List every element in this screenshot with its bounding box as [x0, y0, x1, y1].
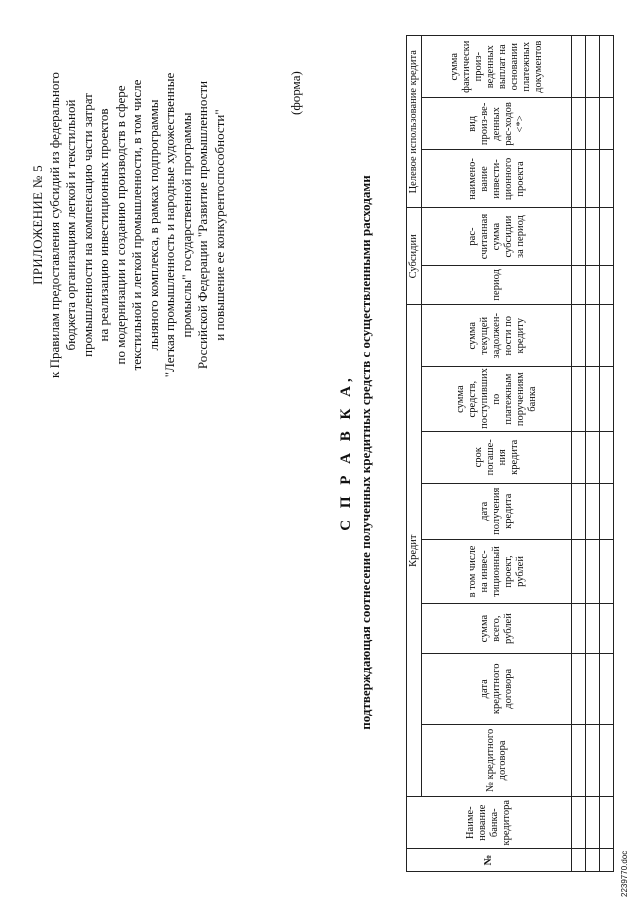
col-contract-date-header: дата кредитного договора: [422, 653, 572, 724]
table-cell: [586, 208, 600, 265]
table-subheader-row: [422, 36, 572, 872]
table-cell: [600, 797, 614, 849]
appendix-line: на реализацию инвестиционных проектов: [96, 108, 111, 342]
table-row: [586, 36, 600, 872]
table-header-row: [407, 36, 422, 872]
col-debt-header: сумма текущей задолжен-ности по кредиту: [422, 305, 572, 367]
appendix-line: Российской Федерации "Развитие промышленности: [195, 80, 210, 370]
table-cell: [600, 367, 614, 431]
table-cell: [586, 724, 600, 797]
table-cell: [572, 849, 586, 872]
table-cell: [600, 849, 614, 872]
table-cell: [600, 431, 614, 483]
table-cell: [586, 150, 600, 208]
appendix-line: и повышение ее конкурентоспособности": [211, 109, 227, 341]
col-payment-sum-header: сумма фактически произ-веденных выплат на основании платежных документов: [422, 36, 572, 98]
appendix-title: ПРИЛОЖЕНИЕ № 5: [30, 165, 45, 285]
group-purpose-header: Целевое использование кредита: [407, 36, 422, 209]
col-expense-type-header: вид произ-ве-денных рас-ходов <*>: [422, 98, 572, 150]
group-subsidy-header: Субсидии: [407, 208, 422, 305]
table-cell: [600, 724, 614, 797]
table-cell: [572, 483, 586, 539]
col-funds-header: сумма средств, поступивших по платежным поручениям банка: [422, 367, 572, 431]
table-cell: [572, 797, 586, 849]
table-cell: [586, 539, 600, 603]
col-bank-header: Наиме-нование банка-кредитора: [407, 797, 572, 849]
table-cell: [572, 653, 586, 724]
table-cell: [586, 305, 600, 367]
table-cell: [572, 265, 586, 304]
report-table: [406, 35, 614, 872]
appendix-block: [30, 45, 228, 405]
table-cell: [586, 653, 600, 724]
table-cell: [600, 36, 614, 98]
table-cell: [586, 483, 600, 539]
table-cell: [572, 431, 586, 483]
table-row: [572, 36, 586, 872]
table-cell: [586, 431, 600, 483]
group-credit-header: Кредит: [407, 305, 422, 797]
col-project-name-header: наимено-вание инвести-ционного проекта: [422, 150, 572, 208]
col-invest-sum-header: в том числе на инвес-тиционный проект, рублей: [422, 539, 572, 603]
table-cell: [572, 98, 586, 150]
appendix-line: по модернизации и созданию производств в сфере: [112, 85, 128, 365]
table-cell: [600, 98, 614, 150]
table-cell: [572, 305, 586, 367]
appendix-line: "Легкая промышленность и народные художественные: [162, 72, 177, 378]
table-cell: [572, 36, 586, 98]
form-label: (форма): [288, 71, 303, 115]
table-cell: [600, 604, 614, 654]
table-cell: [572, 208, 586, 265]
appendix-line: к Правилам предоставления субсидий из федерального: [46, 72, 62, 378]
col-receipt-date-header: дата получения кредита: [422, 483, 572, 539]
appendix-line: бюджета организациям легкой и текстильной: [63, 99, 78, 351]
table-cell: [572, 150, 586, 208]
table-cell: [600, 653, 614, 724]
table-cell: [600, 208, 614, 265]
table-cell: [586, 98, 600, 150]
appendix-line: льняного комплекса, в рамках подпрограммы: [145, 99, 161, 351]
table-cell: [586, 367, 600, 431]
appendix-line: текстильной и легкой промышленности, в том числе: [129, 79, 144, 371]
col-subsidy-sum-header: рас-считанная сумма субсидии за период: [422, 208, 572, 265]
appendix-line: промыслы" государственной программы: [178, 112, 194, 338]
table-cell: [572, 367, 586, 431]
table-cell: [586, 265, 600, 304]
table-cell: [586, 797, 600, 849]
table-cell: [572, 604, 586, 654]
table-cell: [600, 150, 614, 208]
table-cell: [586, 604, 600, 654]
table-cell: [600, 265, 614, 304]
document-title: С П Р А В К А,: [338, 374, 354, 531]
document-subtitle: подтверждающая соотнесение полученных кредитных средств с осуществленными расходами: [358, 175, 373, 730]
appendix-line: промышленности на компенсацию части затрат: [79, 93, 95, 357]
table-cell: [572, 724, 586, 797]
table-cell: [586, 36, 600, 98]
table-cell: [586, 849, 600, 872]
table-row: [600, 36, 614, 872]
col-term-header: срок погаше-ния кредита: [422, 431, 572, 483]
table-cell: [600, 539, 614, 603]
table-cell: [600, 483, 614, 539]
table-cell: [572, 539, 586, 603]
col-period-header: период: [422, 265, 572, 304]
col-sum-total-header: сумма всего, рублей: [422, 604, 572, 654]
col-contract-no-header: № кредитного договора: [422, 724, 572, 797]
col-num-header: №: [407, 849, 572, 872]
table-cell: [600, 305, 614, 367]
document-id: 2239770.doc: [620, 850, 629, 897]
